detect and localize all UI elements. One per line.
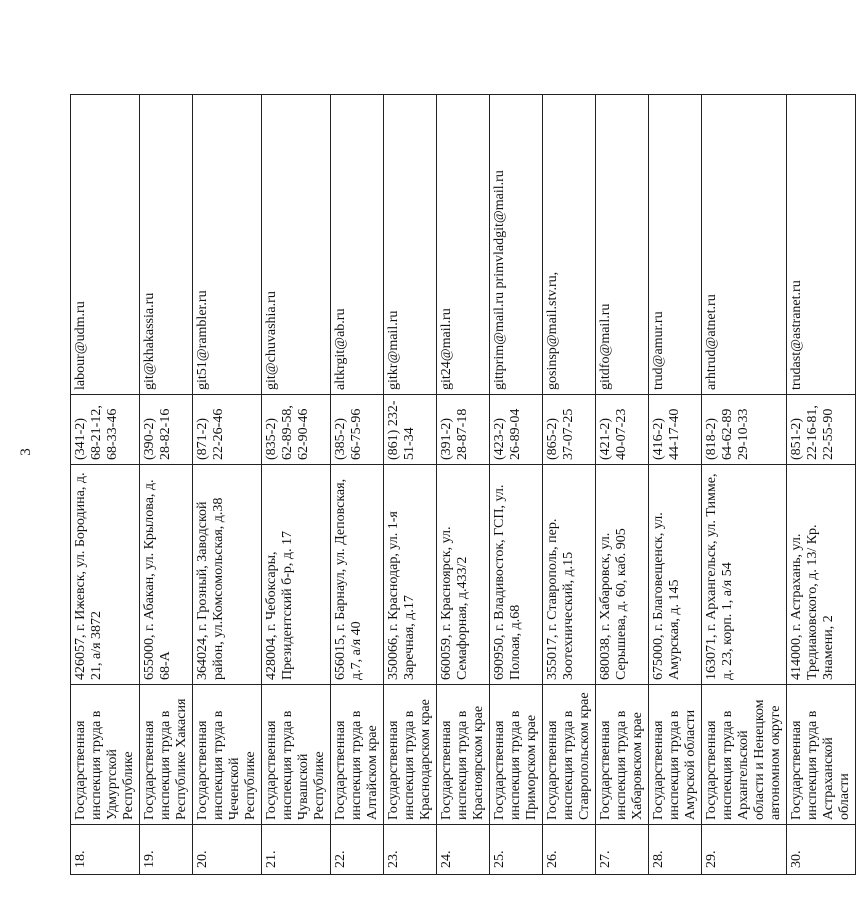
organization-name: Государственная инспекция труда в Амурской области xyxy=(649,685,702,825)
organization-name: Государственная инспекция труда в Хабаровском крае xyxy=(596,685,649,825)
inspections-table xyxy=(70,94,856,875)
table-row xyxy=(490,95,543,875)
email-address: gitkr@mail.ru xyxy=(384,95,437,395)
email-address: gittprim@mail.ru primvladgit@mail.ru xyxy=(490,95,543,395)
table-row xyxy=(437,95,490,875)
row-number: 21. xyxy=(262,825,331,875)
phone-numbers: (861) 232-51-34 xyxy=(384,395,437,465)
row-number: 29. xyxy=(702,825,787,875)
phone-numbers: (391-2) 28-87-18 xyxy=(437,395,490,465)
email-address: git24@mail.ru xyxy=(437,95,490,395)
rotated-table-wrapper xyxy=(70,95,852,875)
table-row xyxy=(596,95,649,875)
phone-numbers: (423-2) 26-89-04 xyxy=(490,395,543,465)
row-number: 26. xyxy=(543,825,596,875)
postal-address: 163071, г. Архангельск, ул. Тимме, д. 23, корп. 1, а/я 54 xyxy=(702,465,787,685)
postal-address: 675000, г. Благовещенск, ул. Амурская, д. 145 xyxy=(649,465,702,685)
table-row xyxy=(71,95,140,875)
email-address: gitdfo@mail.ru xyxy=(596,95,649,395)
postal-address: 428004, г. Чебоксары, Президентский б-р, д. 17 xyxy=(262,465,331,685)
email-address: arhtrud@atnet.ru xyxy=(702,95,787,395)
postal-address: 656015, г. Барнаул, ул. Деповская, д.7, а/я 40 xyxy=(331,465,384,685)
phone-numbers: (385-2) 66-75-96 xyxy=(331,395,384,465)
email-address: trudast@astranet.ru xyxy=(787,95,856,395)
postal-address: 364024, г. Грозный, Заводской район, ул.Комсомольская, д.38 xyxy=(193,465,262,685)
phone-numbers: (835-2) 62-89-58, 62-90-46 xyxy=(262,395,331,465)
email-address: labour@udm.ru xyxy=(71,95,140,395)
row-number: 19. xyxy=(140,825,193,875)
organization-name: Государственная инспекция труда в Астраханской области xyxy=(787,685,856,825)
organization-name: Государственная инспекция труда в Ставропольском крае xyxy=(543,685,596,825)
table-row xyxy=(193,95,262,875)
phone-numbers: (416-2) 44-17-40 xyxy=(649,395,702,465)
page-number: 3 xyxy=(18,448,34,456)
table-row xyxy=(543,95,596,875)
phone-numbers: (390-2) 28-82-16 xyxy=(140,395,193,465)
organization-name: Государственная инспекция труда в Алтайском крае xyxy=(331,685,384,825)
postal-address: 350066, г. Краснодар, ул. 1-я Заречная, д.17 xyxy=(384,465,437,685)
postal-address: 426057, г. Ижевск, ул. Бородина, д. 21, а/я 3872 xyxy=(71,465,140,685)
row-number: 27. xyxy=(596,825,649,875)
table-row xyxy=(262,95,331,875)
table-row xyxy=(649,95,702,875)
row-number: 24. xyxy=(437,825,490,875)
row-number: 28. xyxy=(649,825,702,875)
postal-address: 680038, г. Хабаровск, ул. Серышева, д. 60, каб. 905 xyxy=(596,465,649,685)
table-row xyxy=(702,95,787,875)
phone-numbers: (865-2) 37-07-25 xyxy=(543,395,596,465)
postal-address: 690950, г. Владивосток, ГСП, ул. Полоая, д.68 xyxy=(490,465,543,685)
phone-numbers: (871-2) 22-26-46 xyxy=(193,395,262,465)
row-number: 25. xyxy=(490,825,543,875)
organization-name: Государственная инспекция труда в Красноярском крае xyxy=(437,685,490,825)
email-address: git@khakassia.ru xyxy=(140,95,193,395)
row-number: 23. xyxy=(384,825,437,875)
email-address: git@chuvashia.ru xyxy=(262,95,331,395)
organization-name: Государственная инспекция труда в Архангельской области и Ненецком автономном округе xyxy=(702,685,787,825)
phone-numbers: (851-2) 22-16-81, 22-55-90 xyxy=(787,395,856,465)
organization-name: Государственная инспекция труда в Чеченской Республике xyxy=(193,685,262,825)
table-row xyxy=(384,95,437,875)
phone-numbers: (421-2) 40-07-23 xyxy=(596,395,649,465)
organization-name: Государственная инспекция труда в Удмуртской Республике xyxy=(71,685,140,825)
table-row xyxy=(787,95,856,875)
phone-numbers: (818-2) 64-62-89 29-10-33 xyxy=(702,395,787,465)
row-number: 18. xyxy=(71,825,140,875)
postal-address: 414000, г. Астрахань, ул. Тредиаковского, д. 13/ Кр. Знамени, 2 xyxy=(787,465,856,685)
row-number: 20. xyxy=(193,825,262,875)
email-address: git51@rambler.ru xyxy=(193,95,262,395)
email-address: trud@amur.ru xyxy=(649,95,702,395)
email-address: altkrgit@ab.ru xyxy=(331,95,384,395)
postal-address: 355017, г. Ставрополь, пер. Зоотехнический, д.15 xyxy=(543,465,596,685)
row-number: 30. xyxy=(787,825,856,875)
organization-name: Государственная инспекция труда в Приморском крае xyxy=(490,685,543,825)
phone-numbers: (341-2) 68-21-12, 68-33-46 xyxy=(71,395,140,465)
table-row xyxy=(140,95,193,875)
rotated-table-area xyxy=(70,95,852,875)
organization-name: Государственная инспекция труда в Краснодарском крае xyxy=(384,685,437,825)
row-number: 22. xyxy=(331,825,384,875)
table-row xyxy=(331,95,384,875)
postal-address: 655000, г. Абакан, ул. Крылова, д. 68-А xyxy=(140,465,193,685)
email-address: gosinsp@mail.stv.ru, xyxy=(543,95,596,395)
organization-name: Государственная инспекция труда в Республике Хакасия xyxy=(140,685,193,825)
postal-address: 660059, г. Красноярск, ул. Семафорная, д.433/2 xyxy=(437,465,490,685)
organization-name: Государственная инспекция труда в Чувашской Республике xyxy=(262,685,331,825)
